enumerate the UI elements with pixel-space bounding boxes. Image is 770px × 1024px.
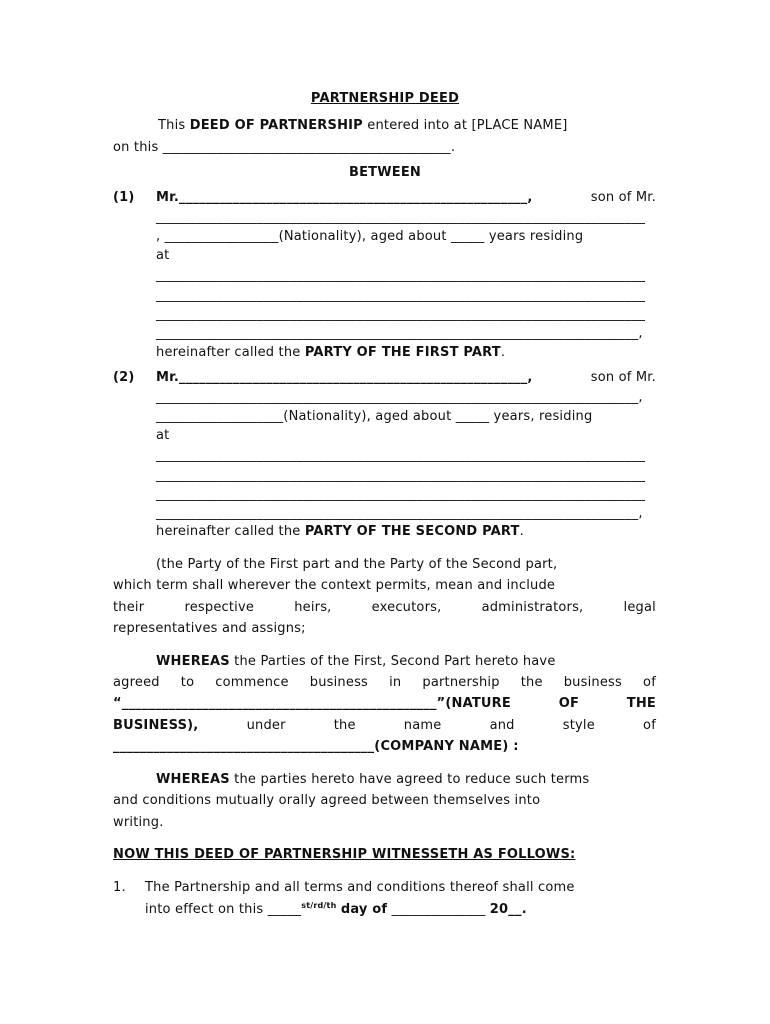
party2-address-1: _________________________________________________________________________ [156, 448, 646, 463]
party2-nationality-line: ___________________(Nationality), aged about _____ years, residing [156, 409, 593, 424]
word: to [180, 675, 195, 690]
party1-nationality-line: , _________________(Nationality), aged about _____ years residing [156, 229, 584, 244]
party2-father-blank: ________________________________________________________________________, [156, 390, 643, 405]
clause1-year-blank: 20__. [489, 902, 527, 917]
word: in [389, 675, 402, 690]
word: BUSINESS), [113, 718, 199, 733]
party2-called-dot: . [519, 524, 524, 539]
word: OF [558, 696, 580, 711]
definition-line-2: which term shall wherever the context permits, mean and include [113, 578, 556, 593]
party2-address-3: _________________________________________________________________________ [156, 487, 646, 502]
word: heirs, [294, 600, 332, 615]
whereas1-bold: WHEREAS [156, 654, 230, 669]
word: executors, [371, 600, 442, 615]
party2-son-of: son of Mr. [590, 370, 656, 385]
clause1-date-blank: into effect on this _____ [145, 902, 302, 917]
party1-called-bold: PARTY OF THE FIRST PART [304, 345, 501, 360]
word: agreed [113, 675, 160, 690]
word: business [563, 675, 622, 690]
word: of [643, 718, 656, 733]
party1-address-3: _________________________________________________________________________ [156, 307, 646, 322]
whereas2-line-2: and conditions mutually orally agreed between themselves into [113, 793, 541, 808]
party1-father-blank: _________________________________________________________________________ [156, 210, 646, 225]
whereas2-line-1 [156, 772, 589, 788]
party2-address-2: _________________________________________________________________________ [156, 468, 646, 483]
whereas1-line-2 [113, 675, 656, 691]
intro-lead: This [158, 118, 186, 133]
clause1-day-of: day of [340, 902, 388, 917]
intro-line-1 [158, 118, 568, 134]
clause1-month-blank: ______________ [391, 902, 486, 917]
party1-name-blank: Mr.____________________________________________________, [156, 190, 533, 205]
clause1-line-1: The Partnership and all terms and conditions thereof shall come [145, 880, 575, 895]
word: commence [215, 675, 289, 690]
whereas1-line-4 [113, 718, 656, 734]
company-name-blank: _______________________________________(COMPANY NAME) : [113, 739, 519, 754]
whereas1-line-3 [113, 696, 656, 712]
word: THE [626, 696, 656, 711]
ordinal-suffix: st/rd/th [301, 901, 337, 910]
word: style [562, 718, 595, 733]
party1-number: (1) [113, 190, 135, 205]
party1-address-4: ________________________________________________________________________, [156, 326, 643, 341]
word: legal [623, 600, 656, 615]
between-heading: BETWEEN [348, 165, 422, 180]
party2-at: at [156, 428, 170, 443]
party1-called [156, 345, 505, 361]
party1-at: at [156, 248, 170, 263]
clause1-line-2 [145, 902, 527, 918]
party1-called-text: hereinafter called the [156, 345, 301, 360]
party1-called-dot: . [500, 345, 506, 360]
party2-number: (2) [113, 370, 135, 385]
party2-called-bold: PARTY OF THE SECOND PART [304, 524, 520, 539]
word: name [403, 718, 442, 733]
intro-bold: DEED OF PARTNERSHIP [189, 118, 363, 133]
whereas1-rest: the Parties of the First, Second Part hereto have [234, 654, 556, 669]
party1-name-line [156, 190, 656, 206]
whereas2-line-3: writing. [113, 815, 164, 830]
party1-address-2: _________________________________________________________________________ [156, 288, 646, 303]
word: administrators, [481, 600, 584, 615]
intro-rest: entered into at [PLACE NAME] [367, 118, 568, 133]
intro-line-2: on this ___________________________________________. [113, 140, 456, 155]
clause1-number: 1. [113, 880, 126, 895]
definition-line-4: representatives and assigns; [113, 621, 306, 636]
word: under [246, 718, 286, 733]
word: business [309, 675, 369, 690]
word: and [489, 718, 515, 733]
whereas2-bold: WHEREAS [156, 772, 230, 787]
word: the [520, 675, 543, 690]
party2-name-blank: Mr.____________________________________________________, [156, 370, 533, 385]
word: their [113, 600, 145, 615]
witnesseth-heading: NOW THIS DEED OF PARTNERSHIP WITNESSETH AS FOLLOWS: [113, 847, 576, 862]
word: the [333, 718, 356, 733]
party2-name-line [156, 370, 656, 386]
party2-called-text: hereinafter called the [156, 524, 301, 539]
party1-son-of: son of Mr. [590, 190, 656, 205]
word: partnership [422, 675, 500, 690]
doc-title: PARTNERSHIP DEED [310, 91, 460, 106]
whereas1-line-1 [156, 654, 556, 670]
party2-called [156, 524, 524, 540]
party2-address-4: ________________________________________________________________________, [156, 506, 643, 521]
definition-line-3 [113, 600, 656, 616]
party1-address-1: _________________________________________________________________________ [156, 268, 646, 283]
whereas2-rest: the parties hereto have agreed to reduce such terms [234, 772, 590, 787]
word: respective [184, 600, 255, 615]
definition-line-1: (the Party of the First part and the Party of the Second part, [156, 557, 558, 572]
word: of [643, 675, 656, 690]
nature-of-business-blank: “_______________________________________________”(NATURE [113, 696, 511, 711]
